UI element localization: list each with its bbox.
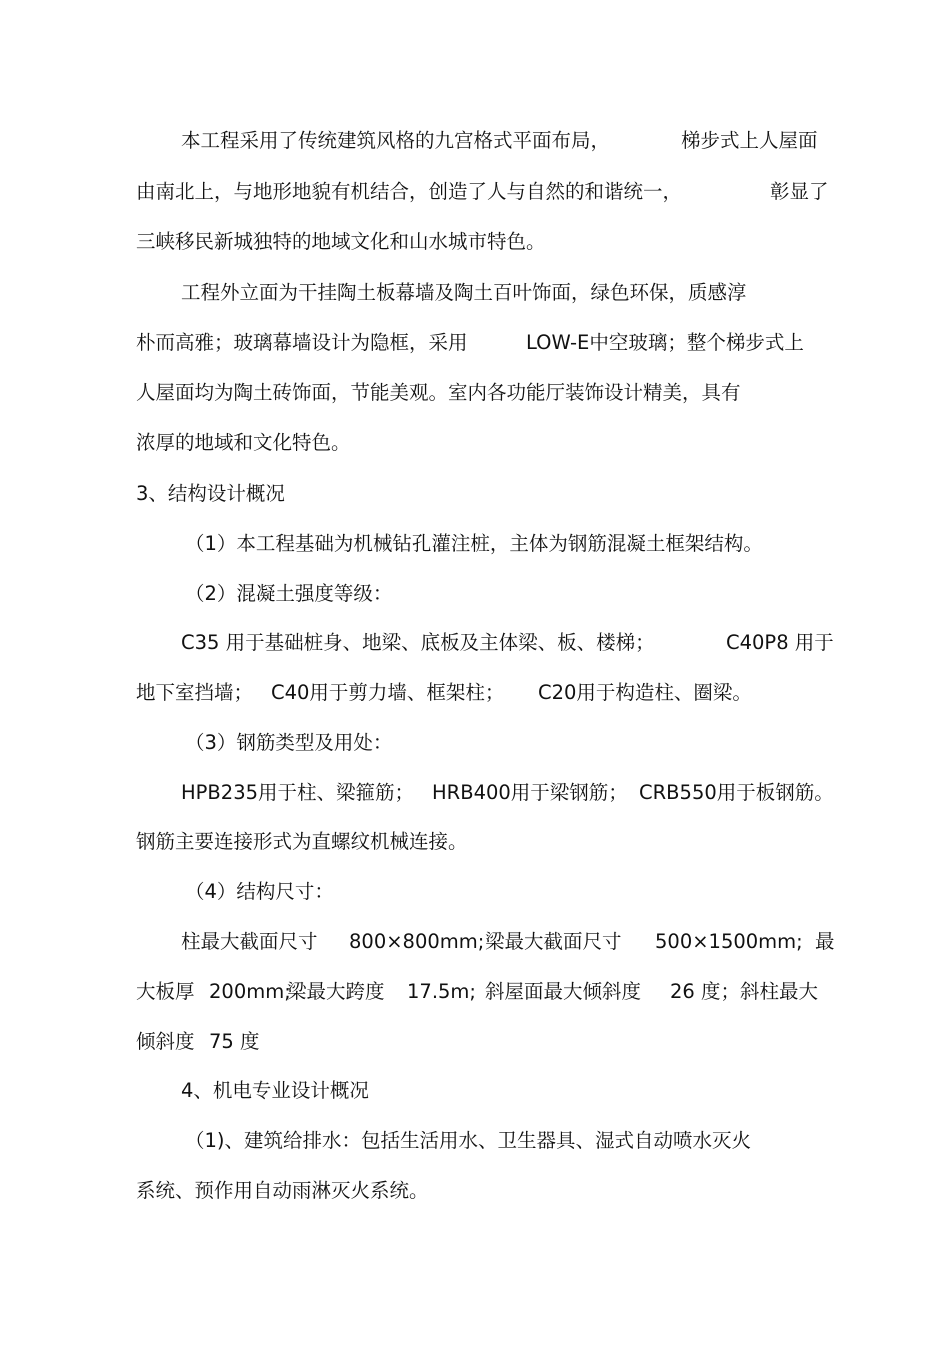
- text-segment: LOW-E中空玻璃；整个梯步式上: [526, 331, 804, 354]
- text-segment: 朴而高雅；玻璃幕墙设计为隐框，采用: [136, 331, 468, 354]
- text-segment: 柱最大截面尺寸: [181, 930, 318, 953]
- paragraph-line: （4）结构尺寸：: [185, 880, 334, 903]
- text-segment: CRB550用于板钢筋。: [639, 781, 834, 804]
- text-segment: 斜屋面最大倾斜度: [485, 980, 642, 1003]
- text-segment: 由南北上，与地形地貌有机结合，创造了人与自然的和谐统一，: [136, 180, 683, 203]
- paragraph-line: 工程外立面为干挂陶土板幕墙及陶土百叶饰面，绿色环保，质感淳: [181, 281, 747, 304]
- text-segment: 最: [815, 930, 835, 953]
- text-segment: HRB400用于梁钢筋；: [432, 781, 628, 804]
- paragraph-line: 人屋面均为陶土砖饰面，节能美观。室内各功能厅装饰设计精美，具有: [136, 381, 741, 404]
- paragraph-line: 三峡移民新城独特的地域文化和山水城市特色。: [136, 230, 546, 253]
- text-segment: 彰显了: [770, 180, 829, 203]
- text-segment: 梯步式上人屋面: [681, 129, 818, 152]
- text-segment: 本工程采用了传统建筑风格的九宫格式平面布局，: [181, 129, 611, 152]
- text-segment: C40用于剪力墙、框架柱；: [271, 681, 505, 704]
- text-segment: 大板厚: [136, 980, 195, 1003]
- paragraph-line: 浓厚的地域和文化特色。: [136, 431, 351, 454]
- text-segment: 75 度: [209, 1030, 260, 1053]
- paragraph-line: （1)、建筑给排水：包括生活用水、卫生器具、湿式自动喷水灭火: [185, 1129, 752, 1152]
- section-heading: 3、结构设计概况: [136, 482, 285, 505]
- text-segment: 26 度；斜柱最大: [670, 980, 819, 1003]
- text-segment: 倾斜度: [136, 1030, 195, 1053]
- text-segment: C20用于构造柱、圈梁。: [538, 681, 752, 704]
- text-segment: 17.5m;: [407, 980, 476, 1003]
- paragraph-line: （3）钢筋类型及用处：: [185, 731, 393, 754]
- text-segment: 地下室挡墙；: [136, 681, 254, 704]
- text-segment: 800×800mm;: [349, 930, 485, 953]
- text-segment: 500×1500mm;: [655, 930, 803, 953]
- paragraph-line: （1）本工程基础为机械钻孔灌注桩，主体为钢筋混凝土框架结构。: [185, 532, 763, 555]
- paragraph-line: 钢筋主要连接形式为直螺纹机械连接。: [136, 830, 468, 853]
- paragraph-line: 系统、预作用自动雨淋灭火系统。: [136, 1179, 429, 1202]
- text-segment: HPB235用于柱、梁箍筋；: [181, 781, 415, 804]
- text-segment: 梁最大截面尺寸: [485, 930, 622, 953]
- section-heading: 4、机电专业设计概况: [181, 1079, 369, 1102]
- text-segment: 200mm;: [209, 980, 291, 1003]
- text-segment: C40P8 用于: [726, 631, 834, 654]
- text-segment: 梁最大跨度: [287, 980, 385, 1003]
- text-segment: C35 用于基础桩身、地梁、底板及主体梁、板、楼梯；: [181, 631, 655, 654]
- paragraph-line: （2）混凝土强度等级：: [185, 582, 393, 605]
